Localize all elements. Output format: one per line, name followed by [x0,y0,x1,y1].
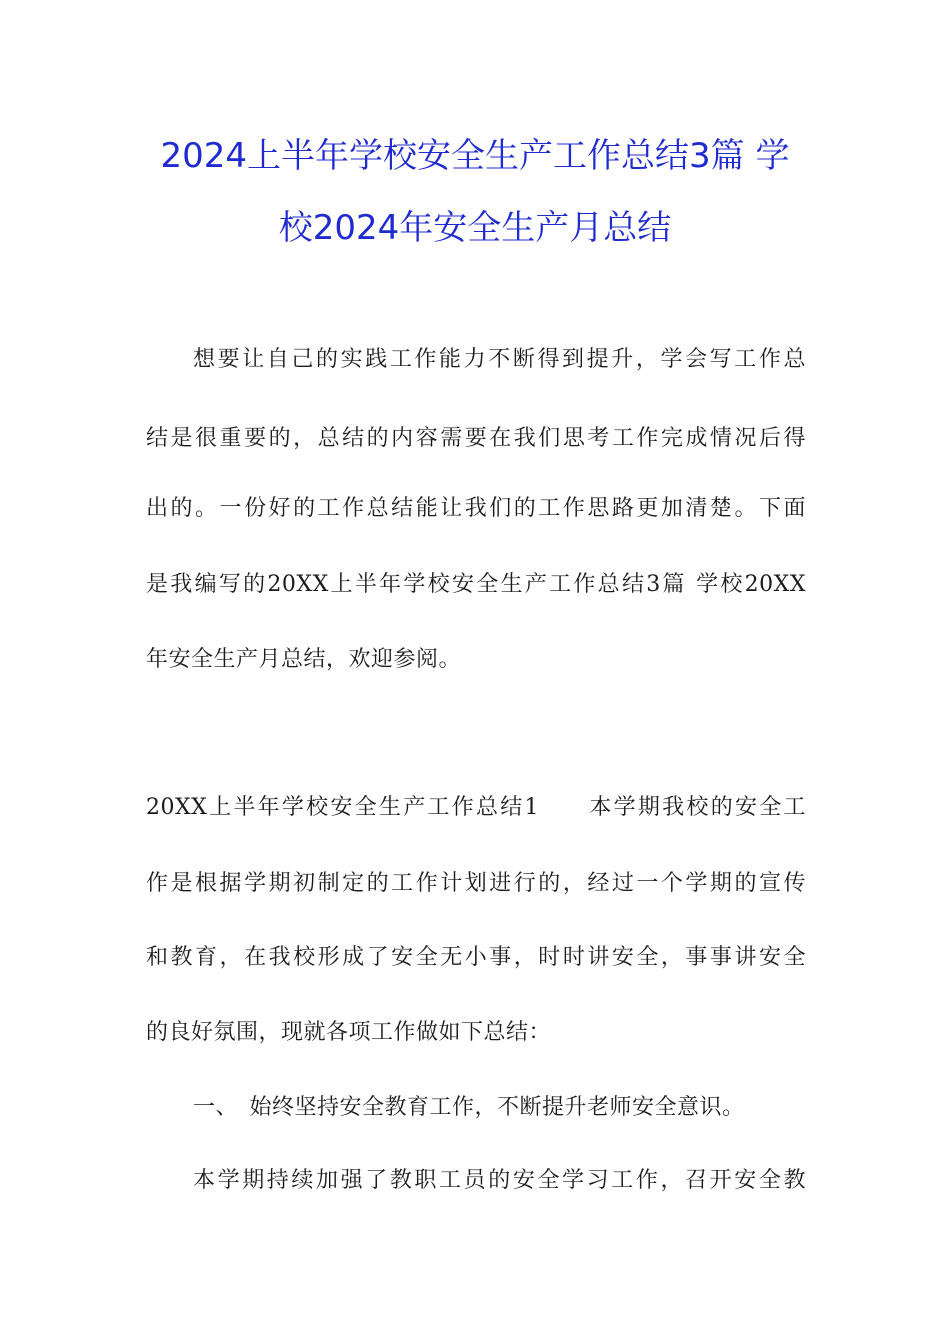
section-paragraph-line: 的良好氛围，现就各项工作做如下总结： [146,1020,552,1045]
section-heading-one: 一、 始终坚持安全教育工作，不断提升老师安全意识。 [193,1095,745,1120]
section-paragraph-line: 作是根据学期初制定的工作计划进行的，经过一个学期的宣传 [146,871,806,896]
section-paragraph-line: 20XX上半年学校安全生产工作总结1 本学期我校的安全工 [146,795,806,820]
body-paragraph-line: 本学期持续加强了教职工员的安全学习工作，召开安全教 [193,1168,806,1193]
document-title-line-2: 校2024年安全生产月总结 [278,208,672,248]
document-title-line-1: 2024上半年学校安全生产工作总结3篇 学 [160,136,790,176]
intro-paragraph-line: 年安全生产月总结，欢迎参阅。 [146,647,462,672]
section-paragraph-line: 和教育，在我校形成了安全无小事，时时讲安全，事事讲安全 [146,945,806,970]
intro-paragraph-line: 结是很重要的，总结的内容需要在我们思考工作完成情况后得 [146,426,806,451]
intro-paragraph-line: 想要让自己的实践工作能力不断得到提升，学会写工作总 [193,347,806,372]
intro-paragraph-line: 出的。一份好的工作总结能让我们的工作思路更加清楚。下面 [146,496,806,521]
intro-paragraph-line: 是我编写的20XX上半年学校安全生产工作总结3篇 学校20XX [146,572,806,597]
